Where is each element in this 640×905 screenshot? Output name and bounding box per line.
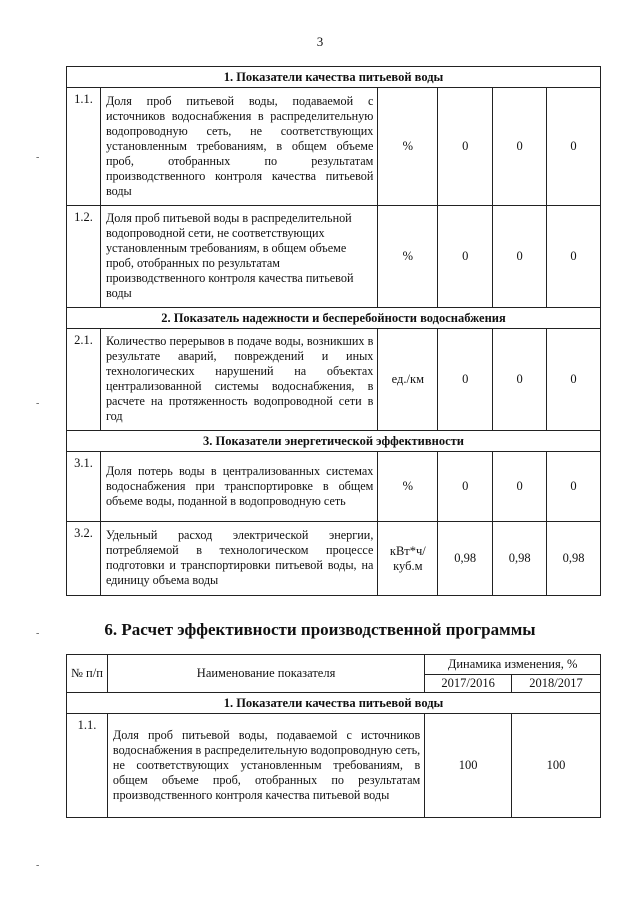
row-number: 1.2. [67,206,101,308]
col-year-header: 2018/2017 [512,675,601,693]
row-unit: кВт*ч/ куб.м [378,522,438,596]
section-heading: 6. Расчет эффективности производственной программы [104,620,536,639]
indicators-table [66,66,601,596]
efficiency-table [66,654,601,818]
section-title: 1. Показатели качества питьевой воды [67,693,601,714]
row-number: 2.1. [67,329,101,431]
section-header-row [67,308,601,329]
row-number: 1.1. [67,714,108,818]
section-header-row [67,431,601,452]
table-row [67,714,601,818]
margin-mark: - [36,628,40,639]
row-value: 0,98 [438,522,493,596]
table-row [67,329,601,431]
row-unit: ед./км [378,329,438,431]
row-unit: % [378,206,438,308]
row-value: 100 [512,714,601,818]
row-description: Доля проб питьевой воды в распределительной водопроводной сети, не соответствующих установленным требованиям, в общем объеме проб, отобранных по результатам производственного контроля качества питьевой воды [100,206,377,308]
row-value: 0 [438,329,493,431]
row-number: 3.2. [67,522,101,596]
row-value: 0 [547,206,601,308]
section-title: 1. Показатели качества питьевой воды [67,67,601,88]
row-unit: % [378,88,438,206]
row-description: Удельный расход электрической энергии, потребляемой в технологическом процессе подготовки и транспортировки питьевой воды, на единицу объема воды [100,522,377,596]
row-value: 0 [547,88,601,206]
row-description: Доля проб питьевой воды, подаваемой с источников водоснабжения в распределительную водопроводную сеть, не соответствующих установленным требованиям, в общем объеме проб, отобранных по результатам производственного контроля качества питьевой воды [100,88,377,206]
row-value: 0,98 [493,522,547,596]
table-row [67,88,601,206]
row-value: 0 [493,329,547,431]
row-value: 100 [425,714,512,818]
row-description: Количество перерывов в подаче воды, возникших в результате аварий, повреждений и иных технологических нарушений на объектах централизованной системы водоснабжения, в расчете на протяженность водопроводной сети в год [100,329,377,431]
section-title: 2. Показатель надежности и бесперебойности водоснабжения [67,308,601,329]
row-description: Доля проб питьевой воды, подаваемой с источников водоснабжения в распределительную водопроводную сеть, не соответствующих установленным требованиям, в общем объеме проб, отобранных по результатам производственного контроля качества питьевой воды [107,714,424,818]
col-dynamics-header: Динамика изменения, % [425,655,601,675]
section-header-row [67,67,601,88]
row-value: 0 [493,452,547,522]
table-row [67,452,601,522]
row-value: 0 [547,329,601,431]
table-row [67,206,601,308]
section-title: 3. Показатели энергетической эффективности [67,431,601,452]
margin-mark: - [36,398,40,409]
row-value: 0,98 [547,522,601,596]
row-value: 0 [493,88,547,206]
row-description: Доля потерь воды в централизованных системах водоснабжения при транспортировке в общем объеме воды, поданной в водопроводную сеть [100,452,377,522]
col-name-header: Наименование показателя [107,655,424,693]
col-number-header: № п/п [67,655,108,693]
section-header-row [67,693,601,714]
margin-mark: - [36,152,40,163]
page-number: 3 [316,34,324,49]
row-number: 3.1. [67,452,101,522]
table-row [67,522,601,596]
row-number: 1.1. [67,88,101,206]
row-value: 0 [438,452,493,522]
margin-mark: - [36,860,40,871]
row-value: 0 [438,206,493,308]
header-row [67,655,601,675]
row-value: 0 [438,88,493,206]
col-year-header: 2017/2016 [425,675,512,693]
row-value: 0 [547,452,601,522]
row-value: 0 [493,206,547,308]
row-unit: % [378,452,438,522]
